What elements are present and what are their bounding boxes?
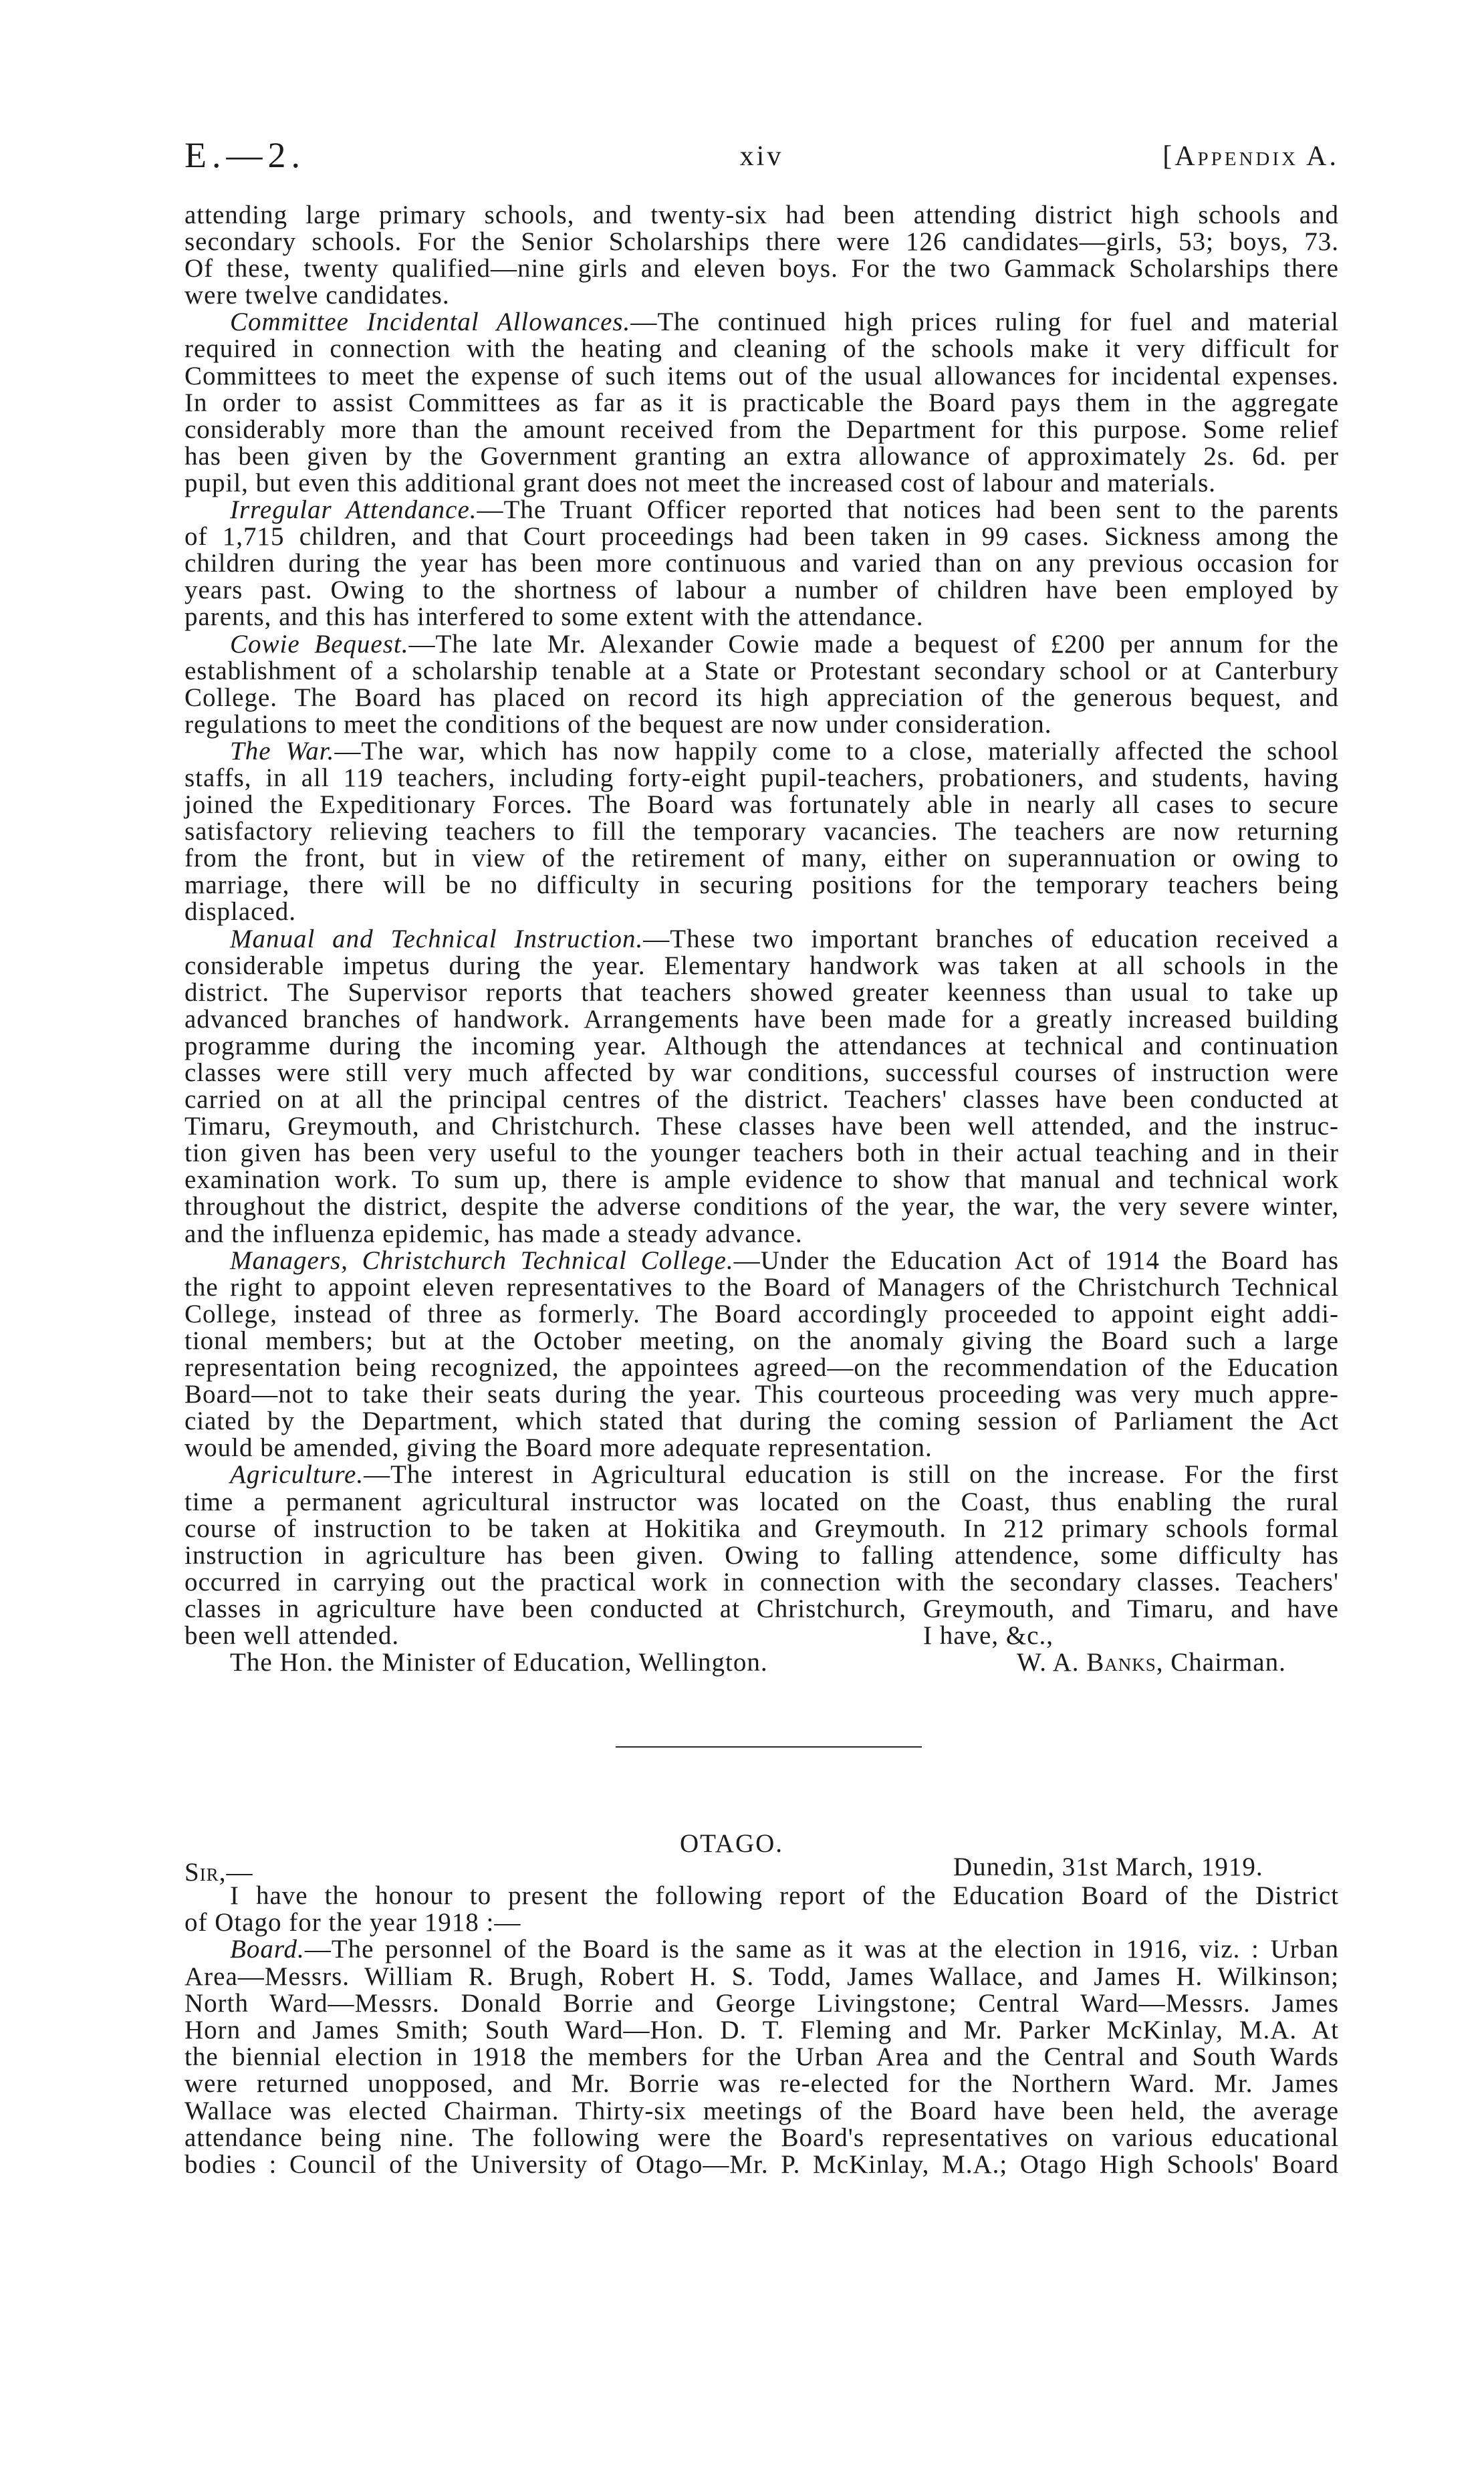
line-text: district. The Supervisor reports that teachers showed greater keenness than usual to take up [184,977,1339,1007]
line-text: years past. Owing to the shortness of labour a number of children have been employed by [184,576,1339,605]
line-text: been well attended. [184,1621,400,1650]
line-text: representation being recognized, the appointees agreed—on the recommendation of the Education [184,1353,1339,1383]
text-line [184,255,1339,282]
text-line [184,1516,1339,1542]
line-text: course of instruction to be taken at Hokitika and Greymouth. In 212 primary schools formal [184,1514,1339,1543]
text-line [184,229,1339,255]
dateline: Dunedin, 31st March, 1919. [953,1853,1263,1881]
text-line [184,1354,1339,1381]
paragraph-heading: Manual and Technical Instruction. [230,924,644,953]
page-number: xiv [739,141,784,172]
line-text: —The continued high prices ruling for fuel and material [630,308,1340,337]
line-text: staffs, in all 119 teachers, including forty-eight pupil-teachers, probationers, and students, having [184,763,1339,792]
text-line [184,1542,1339,1569]
line-text: were twelve candidates. [184,281,450,310]
paragraph-heading: Managers, Christchurch Technical College. [230,1246,734,1275]
text-line [184,1408,1339,1435]
text-line [184,443,1339,470]
text-line [184,765,1339,792]
paragraph-heading: Cowie Bequest. [230,629,409,659]
line-text: —The personnel of the Board is the same as it was at the election in 1916, viz. : Urban [304,1935,1339,1964]
paragraph-heading: Irregular Attendance. [230,495,477,525]
text-line [184,845,1339,872]
signature-initials: W. A. [1017,1648,1080,1677]
text-line [184,818,1339,845]
text-line [184,738,1339,765]
line-text: programme during the incoming year. Although the attendances at technical and continuation [184,1031,1339,1060]
text-line [184,2070,1339,2097]
salutation: Sir,— [184,1858,253,1887]
line-text: considerable impetus during the year. Elementary handwork was taken at all schools in the [184,951,1339,980]
text-line [184,1301,1339,1328]
line-text: time a permanent agricultural instructor was located on the Coast, thus enabling the rural [184,1487,1339,1516]
text-line [184,1461,1339,1488]
line-text: examination work. To sum up, there is ample evidence to show that manual and technical work [184,1165,1339,1195]
paragraph-heading: Agriculture. [230,1460,364,1490]
line-text: satisfactory relieving teachers to fill the temporary vacancies. The teachers are now returning [184,817,1339,846]
line-text: tional members; but at the October meeting, on the anomaly giving the Board such a large [184,1326,1339,1355]
text-line [184,1006,1339,1033]
canterbury-paragraph [184,926,1339,1248]
addressee: The Hon. the Minister of Education, Wellington. [230,1648,768,1677]
line-text: ciated by the Department, which stated that during the coming session of Parliament the Act [184,1407,1339,1436]
section-divider [616,1746,922,1748]
line-text: College, instead of three as formerly. The Board accordingly proceeded to appoint eight addi- [184,1299,1339,1328]
text-line [184,1435,1339,1461]
line-text: —The interest in Agricultural education is still on the increase. For the first [364,1460,1339,1490]
text-line [184,1248,1339,1274]
canterbury-paragraph [184,631,1339,738]
text-line [184,2125,1339,2151]
line-text: —Under the Education Act of 1914 the Board has [733,1246,1339,1275]
line-text: In order to assist Committees as far as it is practicable the Board pays them in the aggregate [184,388,1339,417]
text-line [184,1909,1339,1936]
canterbury-paragraph [184,202,1339,309]
text-line [184,1140,1339,1167]
line-text: occurred in carrying out the practical work in connection with the secondary classes. Teachers' [184,1567,1339,1596]
line-text: the right to appoint eleven representatives to the Board of Managers of the Christchurch Technical [184,1272,1339,1302]
line-text: Horn and James Smith; South Ward—Hon. D. T. Fleming and Mr. Parker McKinlay, M.A. At [184,2016,1339,2045]
line-text: secondary schools. For the Senior Scholarships there were 126 candidates—girls, 53; boys, 73. [184,227,1339,257]
canterbury-paragraph [184,309,1339,497]
text-line [184,1883,1339,1909]
text-line [184,414,1339,444]
otago-paragraph [184,1936,1339,2178]
line-text: carried on at all the principal centres of the district. Teachers' classes have been conducted at [184,1085,1339,1114]
canterbury-paragraph [184,1461,1339,1649]
line-text: attending large primary schools, and twenty-six had been attending district high schools and [184,201,1339,229]
line-text: attendance being nine. The following were the Board's representatives on various educational [184,2123,1339,2152]
line-text: —The late Mr. Alexander Cowie made a bequest of £200 per annum for the [408,629,1339,659]
otago-paragraph [184,1883,1339,1936]
line-text: advanced branches of handwork. Arrangements have been made for a greatly increased building [184,1004,1339,1034]
line-text: instruction in agriculture has been given. Owing to falling attendence, some difficulty has [184,1540,1339,1570]
text-line [184,1167,1339,1193]
line-text: from the front, but in view of the retirement of many, either on superannuation or owing to [184,844,1339,873]
text-line [184,497,1339,523]
line-text: Timaru, Greymouth, and Christchurch. These classes have been well attended, and the instruc- [184,1112,1339,1141]
text-line [184,1569,1339,1596]
line-text: of 1,715 children, and that Court proceedings had been taken in 99 cases. Sickness among the [184,522,1339,552]
line-text: were returned unopposed, and Mr. Borrie was re-elected for the Northern Ward. Mr. James [184,2069,1339,2099]
text-line [184,631,1339,658]
line-text: regulations to meet the conditions of the bequest are now under consideration. [184,709,1052,739]
text-line [184,1193,1339,1220]
text-line [184,577,1339,604]
line-text: required in connection with the heating and cleaning of the schools make it very difficult for [184,334,1339,364]
text-line [184,926,1339,953]
text-line [184,711,1339,738]
text-line [184,1623,1339,1649]
line-text: North Ward—Messrs. Donald Borrie and George Livingstone; Central Ward—Messrs. James [184,1988,1339,2018]
appendix-label: [Appendix A. [1162,141,1339,172]
line-text: the biennial election in 1918 the members for the Urban Area and the Central and South Wards [184,2042,1339,2072]
signature-surname: Banks, [1086,1648,1164,1677]
text-line [184,309,1339,336]
text-line [184,1964,1339,1990]
line-text: Area—Messrs. William R. Brugh, Robert H. S. Todd, James Wallace, and James H. Wilkinson; [184,1962,1339,1991]
signature [1017,1649,1286,1676]
report-body [184,202,1339,1649]
text-line [184,2151,1339,2178]
line-text: considerably more than the amount received from the Department for this purpose. Some relief [184,414,1339,444]
text-line [184,1489,1339,1516]
text-line [184,658,1339,685]
text-line [184,336,1339,362]
section-title: OTAGO. [679,1829,784,1858]
line-text: Committees to meet the expense of such items out of the usual allowances for incidental expenses. [184,361,1339,390]
text-line [184,1381,1339,1408]
text-line [184,1936,1339,1963]
text-line [184,1086,1339,1113]
salutation-line [184,1853,1339,1887]
signature-title: Chairman. [1170,1648,1286,1677]
text-line [184,363,1339,390]
canterbury-paragraph [184,1248,1339,1462]
text-line [184,1060,1339,1086]
line-text: classes were still very much affected by war conditions, successful courses of instruction were [184,1058,1339,1087]
text-line [184,953,1339,979]
line-text: marriage, there will be no difficulty in securing positions for the temporary teachers being [184,870,1339,900]
text-line [184,604,1339,630]
report-body [184,1883,1339,2178]
text-line [184,550,1339,577]
text-line [184,2044,1339,2070]
line-text: establishment of a scholarship tenable at a State or Protestant secondary school or at Canterbury [184,656,1339,685]
text-line [184,1033,1339,1060]
text-line [184,2017,1339,2044]
text-line [184,872,1339,899]
line-text: —These two important branches of education received a [643,924,1339,953]
line-text: classes in agriculture have been conducted at Christchurch, Greymouth, and Timaru, and have [184,1594,1339,1623]
document-code: E.—2. [184,135,305,175]
text-line [184,1274,1339,1301]
text-line [184,1113,1339,1140]
page-header [184,134,1339,176]
line-text: pupil, but even this additional grant does not meet the increased cost of labour and materials. [184,468,1217,497]
line-text: tion given has been very useful to the younger teachers both in their actual teaching and in their [184,1139,1339,1168]
canterbury-paragraph [184,497,1339,630]
line-text: Of these, twenty qualified—nine girls and eleven boys. For the two Gammack Scholarships there [184,254,1339,283]
text-line [184,523,1339,550]
text-line [184,979,1339,1006]
line-text: bodies : Council of the University of Otago—Mr. P. McKinlay, M.A.; Otago High Schools' Board [184,2150,1339,2179]
text-line [184,2098,1339,2125]
text-line [184,899,1339,925]
text-line [184,685,1339,711]
line-text: would be amended, giving the Board more adequate representation. [184,1433,933,1463]
line-text: and the influenza epidemic, has made a steady advance. [184,1219,803,1248]
line-text: displaced. [184,897,297,927]
line-text: throughout the district, despite the adverse conditions of the year, the war, the very severe winter, [184,1192,1339,1221]
canterbury-paragraph [184,738,1339,926]
line-text: —The Truant Officer reported that notices had been sent to the parents [477,495,1340,525]
line-text: I have the honour to present the following report of the Education Board of the District [230,1881,1339,1910]
line-text: children during the year has been more continuous and varied than on any previous occasion for [184,549,1339,578]
text-line [184,1328,1339,1354]
text-line [184,792,1339,818]
line-text: College. The Board has placed on record its high appreciation of the generous bequest, and [184,683,1339,712]
line-text: Board—not to take their seats during the year. This courteous proceeding was very much appre- [184,1380,1339,1409]
otago-report [184,1830,1339,2178]
text-line [184,1990,1339,2017]
line-text: parents, and this has interfered to some extent with the attendance. [184,602,924,632]
text-line [184,282,1339,309]
text-line [184,1221,1339,1248]
line-text: of Otago for the year 1918 :— [184,1908,521,1937]
paragraph-heading: The War. [230,736,335,765]
line-text: —The war, which has now happily come to a close, materially affected the school [334,736,1340,765]
text-line [184,470,1339,497]
line-text: joined the Expeditionary Forces. The Board was fortunately able in nearly all cases to secure [184,790,1339,820]
line-text: has been given by the Government granting an extra allowance of approximately 2s. 6d. per [184,441,1339,471]
paragraph-heading: Board. [230,1935,305,1964]
text-line [184,1596,1339,1623]
text-line [184,202,1339,229]
canterbury-report [184,202,1339,1676]
text-line [184,390,1339,417]
closing-salutation: I have, &c., [923,1621,1054,1650]
paragraph-heading: Committee Incidental Allowances. [230,308,631,337]
line-text: Wallace was elected Chairman. Thirty-six meetings of the Board have been held, the average [184,2096,1339,2125]
